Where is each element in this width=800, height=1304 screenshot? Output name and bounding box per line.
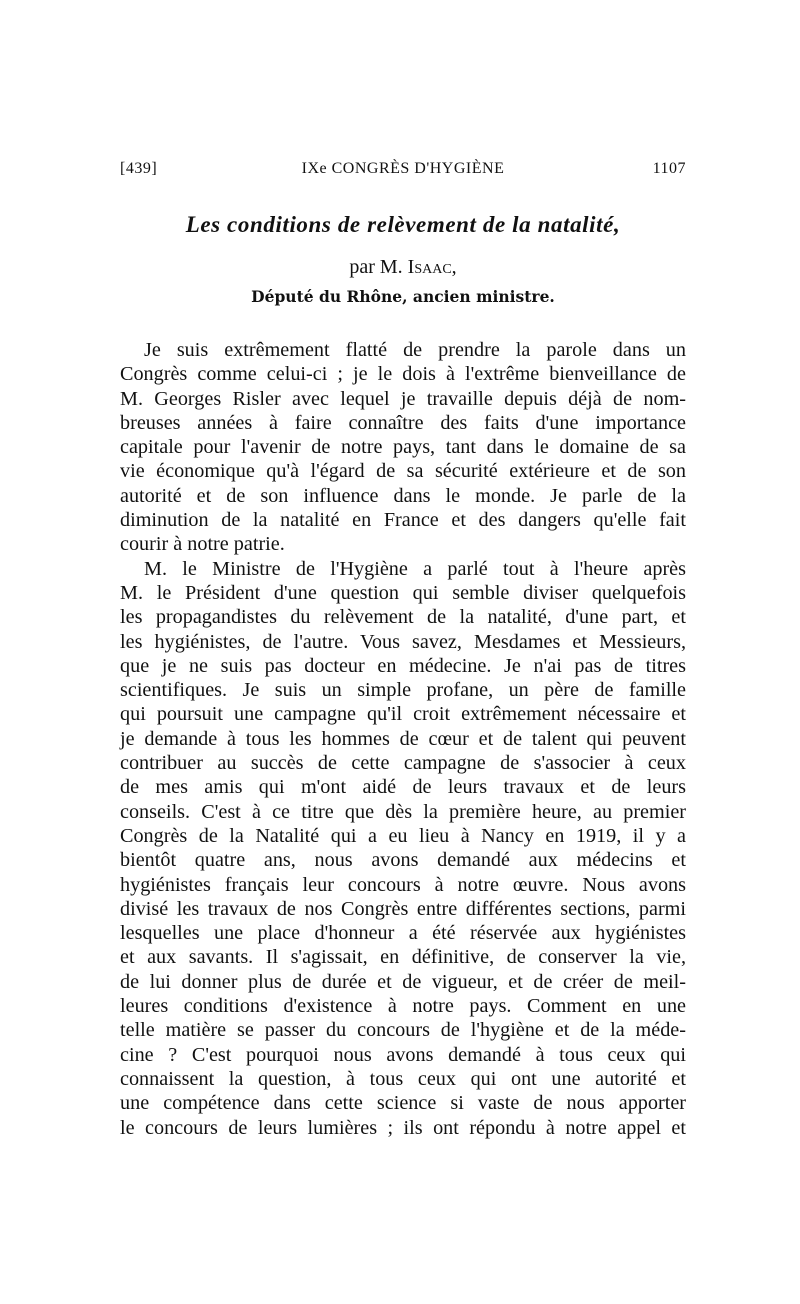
body-line: les hygiénistes, de l'autre. Vous savez, Mesdames et Messieurs, (120, 630, 686, 653)
body-line: une compétence dans cette science si vaste de nous apporter (120, 1092, 686, 1115)
byline-prefix: par M. (349, 256, 403, 278)
body-line: hygiénistes français leur concours à notre œuvre. Nous avons (120, 873, 686, 896)
body-line: je demande à tous les hommes de cœur et de talent qui peuvent (120, 727, 686, 750)
body-line: le concours de leurs lumières ; ils ont répondu à notre appel et (120, 1116, 686, 1139)
body-line: capitale pour l'avenir de notre pays, tant dans le domaine de sa (120, 436, 686, 459)
body-line: que je ne suis pas docteur en médecine. Je n'ai pas de titres (120, 654, 686, 677)
body-line: diminution de la natalité en France et des dangers qu'elle fait (120, 509, 686, 532)
body-line: Congrès de la Natalité qui a eu lieu à Nancy en 1919, il y a (120, 824, 686, 847)
body-line: courir à notre patrie. (120, 533, 285, 556)
body-line: Congrès comme celui-ci ; je le dois à l'extrême bienveillance de (120, 363, 686, 386)
body-line: de lui donner plus de durée et de vigueur, et de créer de meil- (120, 970, 686, 993)
body-line: autorité et de son influence dans le monde. Je parle de la (120, 484, 686, 507)
body-line: qui poursuit une campagne qu'il croit extrêmement nécessaire et (120, 703, 686, 726)
body-text (120, 338, 686, 1140)
body-line: leures conditions d'existence à notre pays. Comment en une (120, 995, 686, 1018)
body-line: lesquelles une place d'honneur a été réservée aux hygiénistes (120, 922, 686, 945)
body-line: Je suis extrêmement flatté de prendre la parole dans un (144, 339, 686, 361)
author-name: Isaac, (407, 256, 457, 278)
body-line: divisé les travaux de nos Congrès entre différentes sections, parmi (120, 897, 686, 920)
running-title: IXe CONGRÈS D'HYGIÈNE (301, 160, 505, 177)
body-line: bientôt quatre ans, nous avons demandé aux médecins et (120, 849, 686, 872)
page-number: 1107 (652, 160, 686, 177)
body-line: breuses années à faire connaître des faits d'une importance (120, 411, 686, 434)
bracketed-page-number: [439] (120, 160, 158, 177)
body-line: cine ? C'est pourquoi nous avons demandé à tous ceux qui (120, 1043, 686, 1066)
running-head (120, 160, 686, 184)
body-line: M. le Ministre de l'Hygiène a parlé tout à l'heure après (144, 557, 686, 580)
byline (120, 256, 686, 279)
article-title: Les conditions de relèvement de la natalité, (185, 212, 621, 237)
body-line: connaissent la question, à tous ceux qui ont une autorité et (120, 1067, 686, 1090)
body-line: telle matière se passer du concours de l'hygiène et de la méde- (120, 1019, 686, 1042)
body-line: et aux savants. Il s'agissait, en définitive, de conserver la vie, (120, 946, 686, 969)
body-line: M. le Président d'une question qui semble diviser quelquefois (120, 581, 686, 604)
body-line: M. Georges Risler avec lequel je travaille depuis déjà de nom- (120, 387, 686, 410)
body-line: conseils. C'est à ce titre que dès la première heure, au premier (120, 800, 686, 823)
body-line: les propagandistes du relèvement de la natalité, d'une part, et (120, 606, 686, 629)
author-affiliation: Député du Rhône, ancien ministre. (251, 287, 555, 306)
body-line: de mes amis qui m'ont aidé de leurs travaux et de leurs (120, 776, 686, 799)
body-line: vie économique qu'à l'égard de sa sécurité extérieure et de son (120, 460, 686, 483)
body-line: scientifiques. Je suis un simple profane, un père de famille (120, 679, 686, 702)
body-line: contribuer au succès de cette campagne de s'associer à ceux (120, 752, 686, 775)
